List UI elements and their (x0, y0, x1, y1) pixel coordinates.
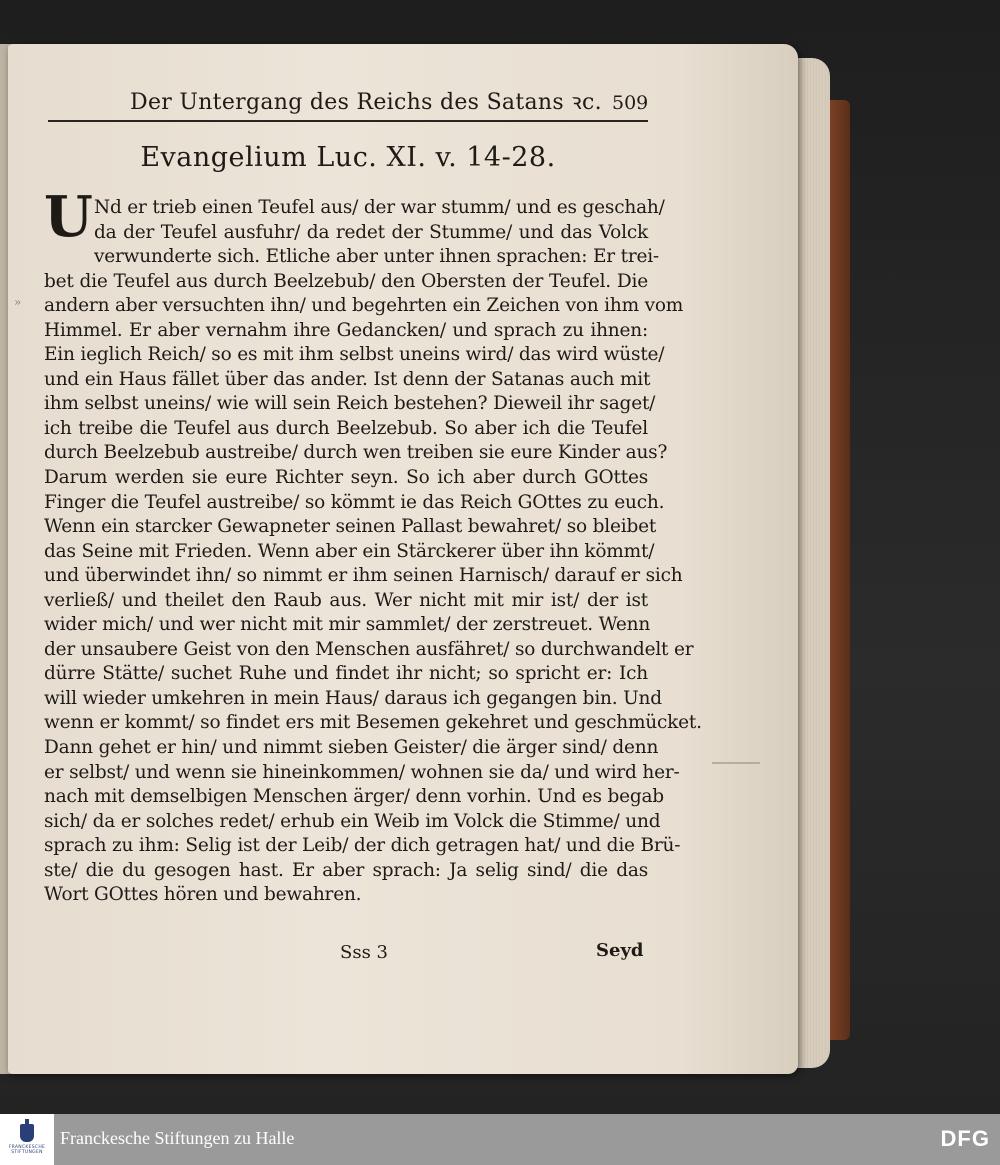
text-line: wider mich/ und wer nicht mit mir sammlet/ der zerstreuet. Wenn (44, 614, 651, 636)
text-line: wenn er kommt/ so findet ers mit Besemen gekehret und geschmücket. (44, 712, 702, 734)
catchword: Seyd (596, 940, 644, 961)
drop-cap: U (44, 184, 93, 250)
logo-caption: FRANCKESCHE STIFTUNGEN (8, 1145, 46, 1155)
text-line: Himmel. Er aber vernahm ihre Gedancken/ und sprach zu ihnen: (44, 319, 648, 341)
text-line: ihm selbst uneins/ wie will sein Reich bestehen? Dieweil ihr saget/ (44, 393, 656, 415)
text-line: Ein ieglich Reich/ so es mit ihm selbst uneins wird/ das wird wüste/ (44, 344, 665, 366)
text-line: verließ/ und theilet den Raub aus. Wer nicht mit mir ist/ der ist (44, 589, 648, 611)
page-number: 509 (612, 92, 649, 114)
text-line: nach mit demselbigen Menschen ärger/ denn vorhin. Und es begab (44, 786, 664, 808)
text-line: und überwindet ihn/ so nimmt er ihm seinen Harnisch/ darauf er sich (44, 565, 683, 587)
building-icon (20, 1124, 34, 1142)
text-line: sich/ da er solches redet/ erhub ein Weib im Volck die Stimme/ und (44, 810, 661, 832)
text-line: Nd er trieb einen Teufel aus/ der war stumm/ und es geschah/ (94, 197, 665, 218)
signature-mark: Sss 3 (340, 942, 388, 963)
margin-mark-icon: » (14, 295, 22, 309)
text-line: ste/ die du gesogen hast. Er aber sprach: Ja selig sind/ die das (44, 859, 648, 881)
body-text (44, 196, 702, 908)
margin-dash (712, 762, 760, 764)
text-line: der unsaubere Geist von den Menschen ausfähret/ so durchwandelt er (44, 638, 694, 660)
text-line: Wenn ein starcker Gewapneter seinen Pallast bewahret/ so bleibet (44, 516, 657, 538)
text-line: dürre Stätte/ suchet Ruhe und findet ihr nicht; so spricht er: Ich (44, 663, 648, 685)
text-line: durch Beelzebub austreibe/ durch wen treiben sie eure Kinder aus? (44, 442, 668, 464)
text-line: Finger die Teufel austreibe/ so kömmt ie das Reich GOttes zu euch. (44, 491, 665, 513)
text-line: und ein Haus fället über das ander. Ist denn der Satanas auch mit (44, 368, 651, 390)
text-line: will wieder umkehren in mein Haus/ daraus ich gegangen bin. Und (44, 687, 662, 709)
text-line: das Seine mit Frieden. Wenn aber ein Stärckerer über ihn kömmt/ (44, 540, 655, 562)
section-title: Evangelium Luc. XI. v. 14-28. (140, 142, 556, 173)
running-head: Der Untergang des Reichs des Satans ꝛc. (130, 90, 602, 115)
text-line: sprach zu ihm: Selig ist der Leib/ der dich getragen hat/ und die Brü- (44, 835, 681, 857)
text-line: andern aber versuchten ihn/ und begehrten ein Zeichen von ihm vom (44, 295, 684, 317)
text-line: bet die Teufel aus durch Beelzebub/ den Obersten der Teufel. Die (44, 270, 648, 292)
text-line: Dann gehet er hin/ und nimmt sieben Geister/ die ärger sind/ denn (44, 737, 659, 759)
text-line: Darum werden sie eure Richter seyn. So ich aber durch GOttes (44, 467, 648, 489)
text-line: er selbst/ und wenn sie hineinkommen/ wohnen sie da/ und wird her- (44, 761, 680, 783)
viewer-footer (0, 1114, 1000, 1165)
text-line: ich treibe die Teufel aus durch Beelzebub. So aber ich die Teufel (44, 417, 648, 439)
header-rule (48, 120, 648, 122)
institution-logo[interactable] (0, 1114, 54, 1165)
text-line: verwunderte sich. Etliche aber unter ihnen sprachen: Er trei- (94, 246, 659, 268)
institution-name[interactable]: Franckesche Stiftungen zu Halle (60, 1128, 295, 1148)
text-line: Wort GOttes hören und bewahren. (44, 884, 362, 906)
text-line: da der Teufel ausfuhr/ da redet der Stumme/ und das Volck (94, 221, 648, 243)
dfg-logo[interactable]: DFG (940, 1126, 990, 1151)
